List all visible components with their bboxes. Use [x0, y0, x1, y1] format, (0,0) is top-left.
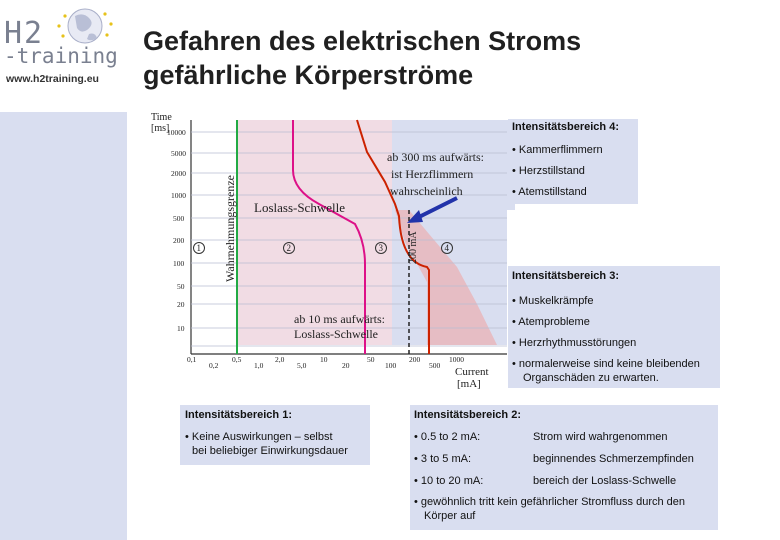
zone3-item: • Atemprobleme — [512, 316, 590, 328]
y-tick: 50 — [177, 282, 185, 291]
logo-h2: H2 — [4, 16, 45, 51]
x-tick: 0,5 — [232, 355, 242, 364]
zone2-note: Körper auf — [424, 510, 476, 522]
x-tick: 100 — [385, 361, 397, 370]
y-tick: 10 — [177, 324, 185, 333]
zone2-range: • 3 to 5 mA: — [414, 453, 472, 465]
zone3-item: • normalerweise sind keine bleibenden — [512, 358, 700, 370]
zone2-effect: Strom wird wahrgenommen — [533, 431, 668, 443]
y-tick: 5000 — [171, 149, 186, 158]
x-tick: 10 — [320, 355, 328, 364]
let-go-note-2: Loslass-Schwelle — [294, 327, 378, 341]
x-tick: 1000 — [449, 355, 464, 364]
x-tick: 0,2 — [209, 361, 219, 370]
y-tick: 20 — [177, 300, 185, 309]
zone-marker: 1 — [196, 243, 201, 253]
zone2-range: • 0.5 to 2 mA: — [414, 431, 481, 443]
logo-training: -training — [4, 44, 118, 68]
zone-marker: 3 — [378, 243, 383, 253]
zone2-effect: beginnendes Schmerzempfinden — [533, 453, 694, 465]
y-tick: 1000 — [171, 191, 186, 200]
zone2-range: • 10 to 20 mA: — [414, 475, 484, 487]
zone1-item: bei beliebiger Einwirkungsdauer — [192, 445, 348, 457]
x-tick: 1,0 — [254, 361, 264, 370]
zone2-note: • gewöhnlich tritt kein gefährlicher Stromfluss durch den — [414, 496, 686, 508]
x-tick: 200 — [409, 355, 421, 364]
y-tick: 500 — [173, 214, 185, 223]
globe-icon — [55, 6, 125, 46]
y-tick: 10000 — [167, 128, 186, 137]
x-axis-label-1: Current — [455, 366, 489, 378]
y-axis-label-2: [ms] — [151, 123, 170, 134]
zone3-item: • Muskelkrämpfe — [512, 295, 594, 307]
zone4-item: • Herzstillstand — [512, 165, 585, 177]
zone2-title: Intensitätsbereich 2: — [414, 409, 521, 421]
zone4-item: • Atemstillstand — [512, 186, 587, 198]
y-tick: 200 — [173, 236, 185, 245]
x-axis-label-2: [mA] — [457, 378, 481, 390]
x-tick: 500 — [429, 361, 441, 370]
zone3-item: Organschäden zu erwarten. — [523, 372, 659, 384]
x-tick: 20 — [342, 361, 350, 370]
y-axis-label-1: Time — [151, 112, 172, 123]
line-200-label: 200 mA — [408, 231, 419, 264]
x-tick-labels — [187, 355, 464, 370]
fibrillation-note-3: wahrscheinlich — [390, 184, 463, 198]
let-go-label: Loslass-Schwelle — [254, 200, 345, 215]
zone1-title: Intensitätsbereich 1: — [185, 409, 292, 421]
x-tick: 5,0 — [297, 361, 307, 370]
zone-marker: 2 — [286, 243, 291, 253]
x-tick: 2,0 — [275, 355, 285, 364]
page-subtitle: gefährliche Körperströme — [143, 60, 474, 90]
zone-marker: 4 — [444, 243, 449, 253]
logo — [0, 0, 127, 112]
zone2-effect: bereich der Loslass-Schwelle — [533, 475, 677, 487]
zone4-item: • Kammerflimmern — [512, 144, 603, 156]
zone1-item: • Keine Auswirkungen – selbst — [185, 431, 333, 443]
y-tick: 100 — [173, 259, 185, 268]
website-url: www.h2training.eu — [6, 73, 99, 85]
perception-label: Wahrnehmungsgrenze — [223, 175, 237, 282]
y-tick: 2000 — [171, 169, 186, 178]
fibrillation-note-2: ist Herzflimmern — [391, 167, 474, 181]
zone3-item: • Herzrhythmusstörungen — [512, 337, 637, 349]
y-tick-labels — [167, 128, 186, 333]
let-go-note-1: ab 10 ms aufwärts: — [294, 312, 385, 326]
zone4-title: Intensitätsbereich 4: — [512, 121, 619, 133]
x-tick: 0,1 — [187, 355, 197, 364]
page-title: Gefahren des elektrischen Stroms — [143, 26, 582, 56]
zones-chart — [127, 92, 527, 402]
fibrillation-note-1: ab 300 ms aufwärts: — [387, 150, 484, 164]
zone3-title: Intensitätsbereich 3: — [512, 270, 619, 282]
x-tick: 50 — [367, 355, 375, 364]
